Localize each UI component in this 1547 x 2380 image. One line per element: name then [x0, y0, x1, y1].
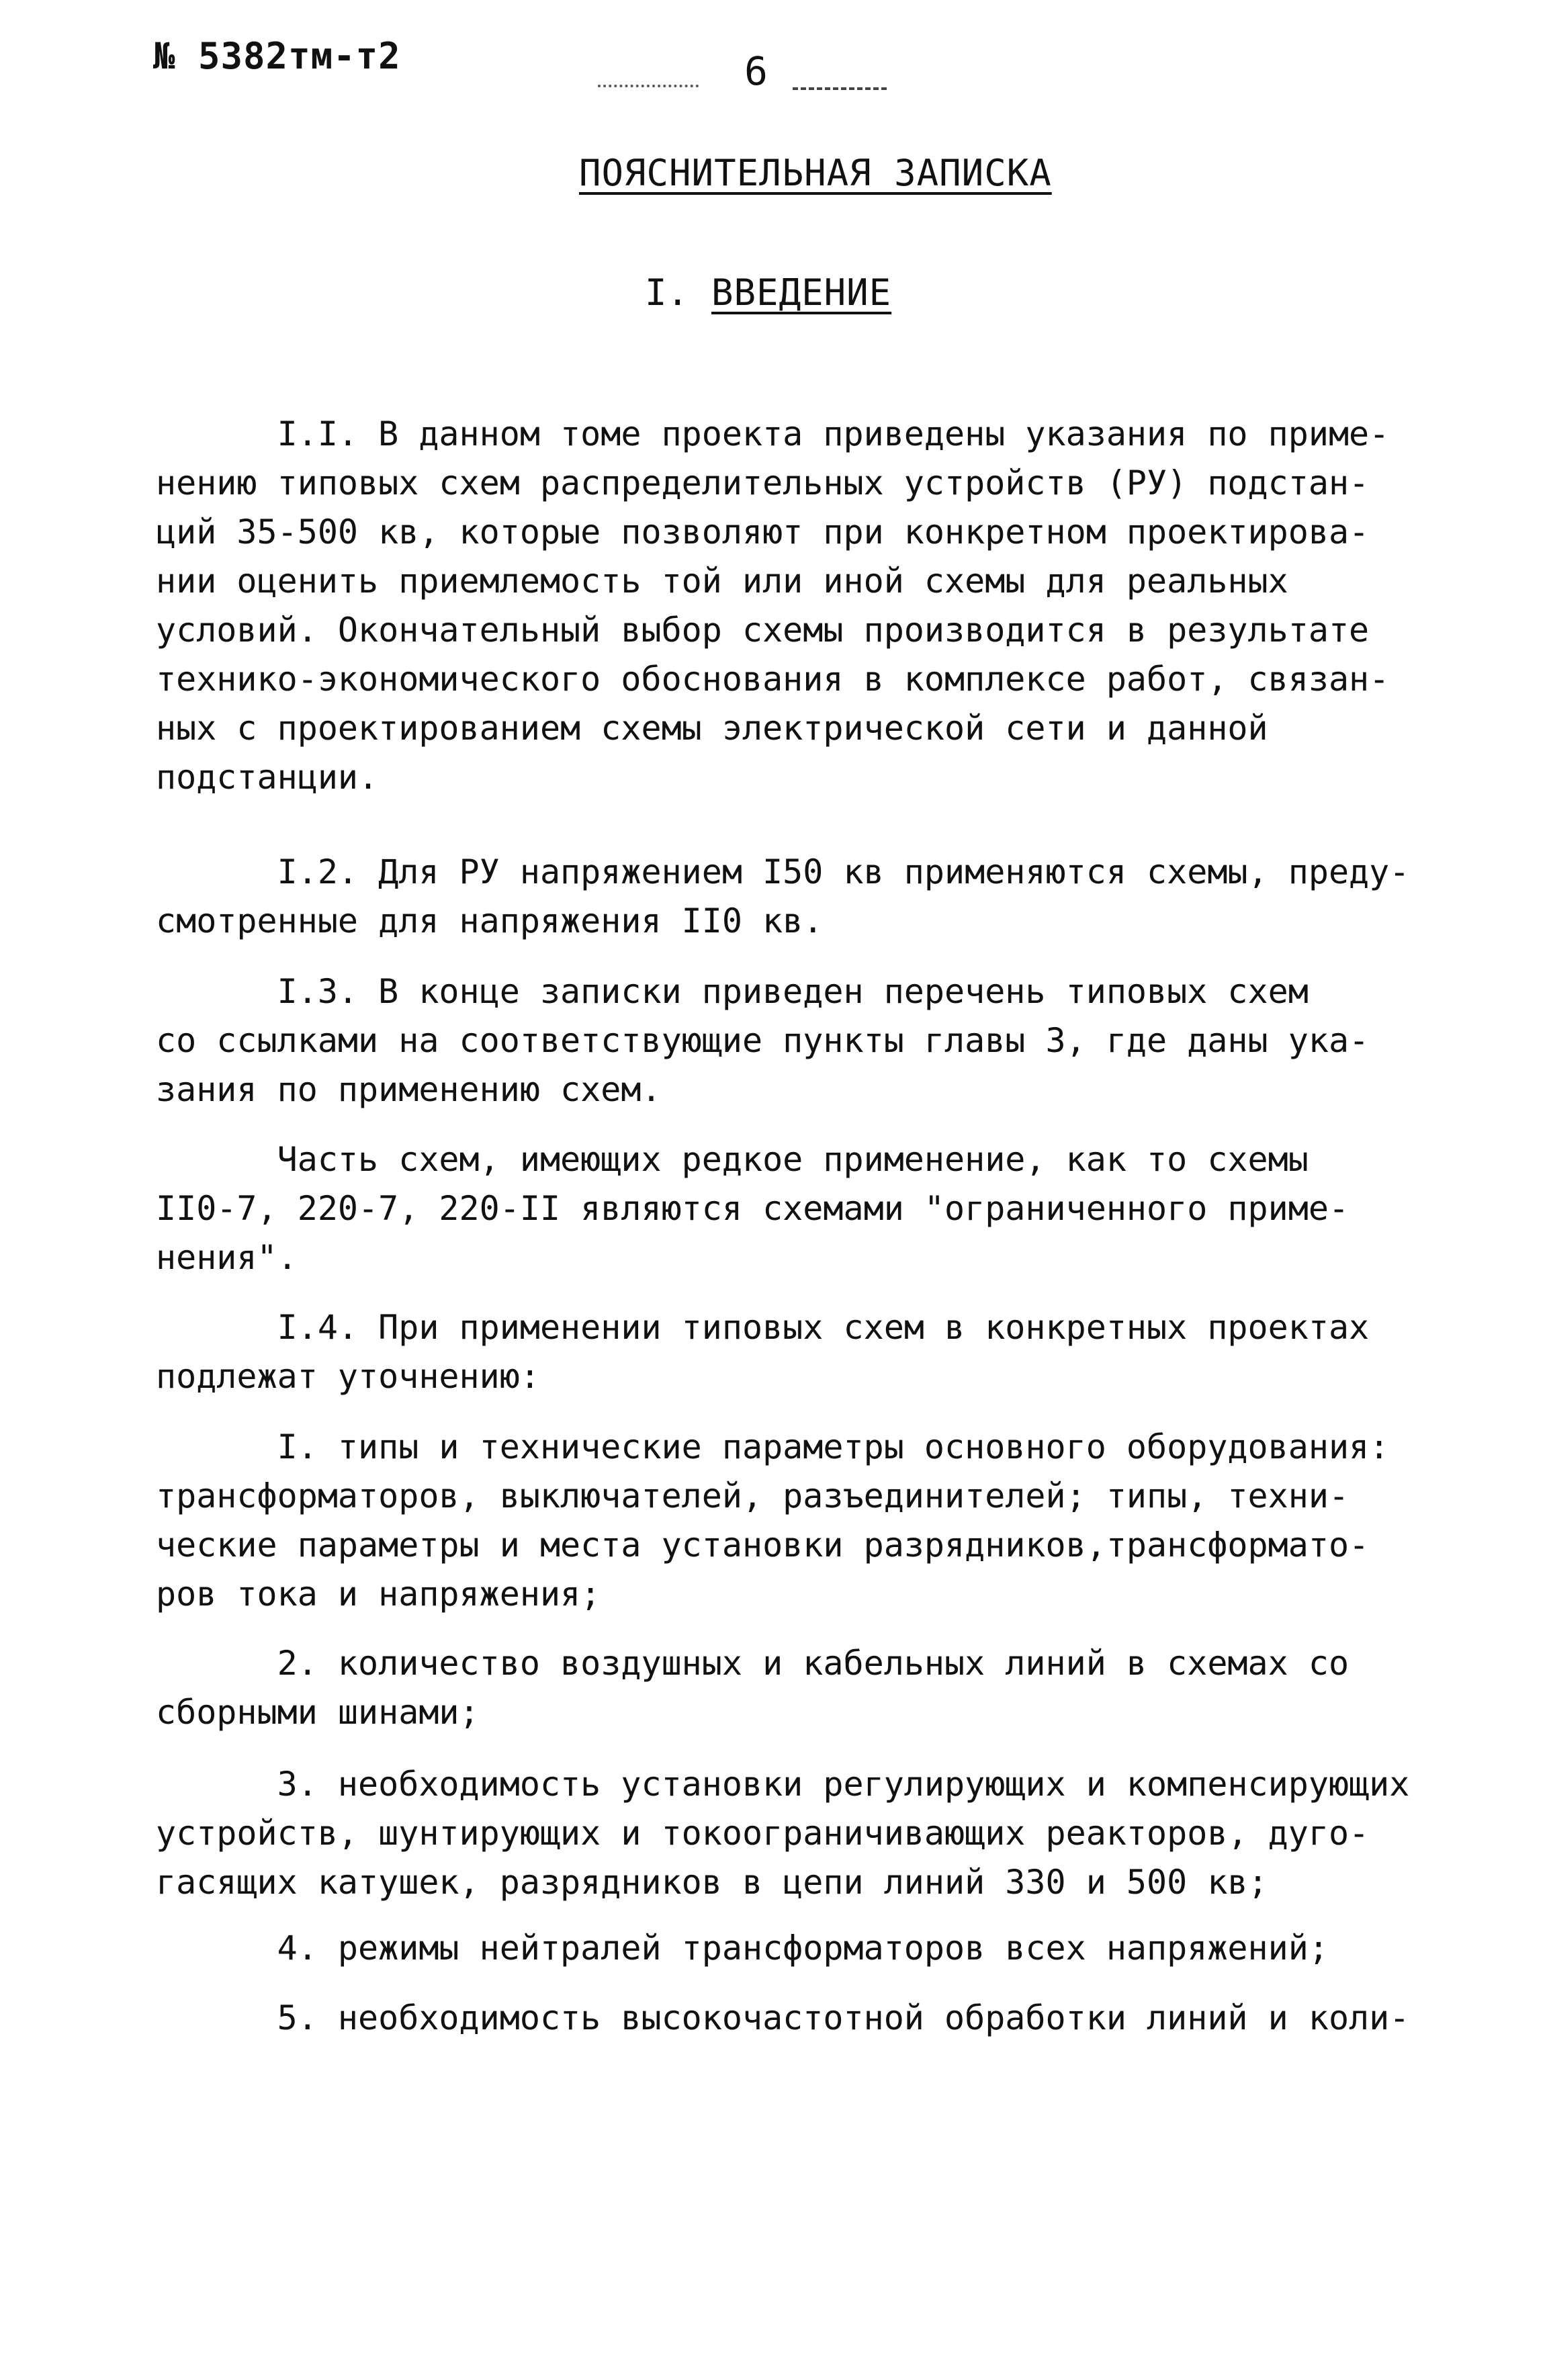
text-line: трансформаторов, выключателей, разъединителей; типы, техни- — [156, 1477, 1350, 1515]
section-number: I. — [645, 271, 689, 314]
text-line: ческие параметры и места установки разрядников,трансформато- — [156, 1526, 1370, 1564]
text-line: устройств, шунтирующих и токоограничивающих реакторов, дуго- — [156, 1814, 1370, 1853]
text-line: нения". — [156, 1238, 298, 1277]
text-line: I. типы и технические параметры основного оборудования: — [156, 1427, 1390, 1466]
text-line: 5. необходимость высокочастотной обработки линий и коли- — [156, 1998, 1410, 2037]
page-number-area — [598, 48, 893, 102]
text-line: 2. количество воздушных и кабельных линий в схемах со — [156, 1644, 1350, 1683]
text-line: зания по применению схем. — [156, 1070, 662, 1109]
paragraph-1-1 — [156, 410, 1399, 802]
text-line: Часть схем, имеющих редкое применение, как то схемы — [156, 1140, 1309, 1179]
text-line: нению типовых схем распределительных устройств (РУ) подстан- — [156, 464, 1370, 502]
document-title: ПОЯСНИТЕЛЬНАЯ ЗАПИСКА — [579, 152, 1052, 194]
paragraph-1-4 — [156, 1303, 1399, 1401]
list-item-3 — [156, 1760, 1410, 1907]
text-line: I.3. В конце записки приведен перечень типовых схем — [156, 972, 1309, 1011]
text-line: I.I. В данном томе проекта приведены указания по приме- — [156, 414, 1390, 453]
text-line: 3. необходимость установки регулирующих и компенсирующих — [156, 1765, 1410, 1804]
text-line: ров тока и напряжения; — [156, 1575, 601, 1614]
text-line: I.4. При применении типовых схем в конкретных проектах — [156, 1308, 1370, 1347]
text-line: гасящих катушек, разрядников в цепи линий 330 и 500 кв; — [156, 1863, 1268, 1902]
section-heading — [645, 271, 891, 314]
page-number-dash-left — [598, 85, 699, 87]
list-item-4 — [156, 1924, 1399, 1973]
text-line: ных с проектированием схемы электрической сети и данной — [156, 709, 1268, 748]
text-line: I.2. Для РУ напряжением I50 кв применяются схемы, преду- — [156, 852, 1410, 891]
text-line: сборными шинами; — [156, 1693, 480, 1732]
section-title: ВВЕДЕНИЕ — [711, 271, 892, 314]
text-line: ций 35-500 кв, которые позволяют при конкретном проектирова- — [156, 513, 1370, 552]
document-number: № 5382тм-т2 — [153, 35, 401, 77]
page-number: 6 — [744, 48, 768, 94]
list-item-1 — [156, 1423, 1399, 1619]
text-line: 4. режимы нейтралей трансформаторов всех напряжений; — [156, 1929, 1329, 1968]
text-line: технико-экономического обоснования в комплексе работ, связан- — [156, 660, 1390, 699]
paragraph-limited-schemes — [156, 1135, 1399, 1282]
text-line: подстанции. — [156, 758, 379, 797]
text-line: нии оценить приемлемость той или иной схемы для реальных — [156, 562, 1288, 601]
text-line: II0-7, 220-7, 220-II являются схемами "ограниченного приме- — [156, 1189, 1350, 1228]
list-item-5 — [156, 1994, 1410, 2043]
page-number-dash-right — [793, 87, 887, 90]
paragraph-1-2 — [156, 848, 1410, 946]
text-line: подлежат уточнению: — [156, 1357, 540, 1396]
text-line: со ссылками на соответствующие пункты главы 3, где даны ука- — [156, 1021, 1370, 1060]
paragraph-1-3 — [156, 967, 1399, 1114]
list-item-2 — [156, 1639, 1399, 1737]
text-line: условий. Окончательный выбор схемы производится в результате — [156, 611, 1370, 650]
text-line: смотренные для напряжения II0 кв. — [156, 901, 824, 940]
